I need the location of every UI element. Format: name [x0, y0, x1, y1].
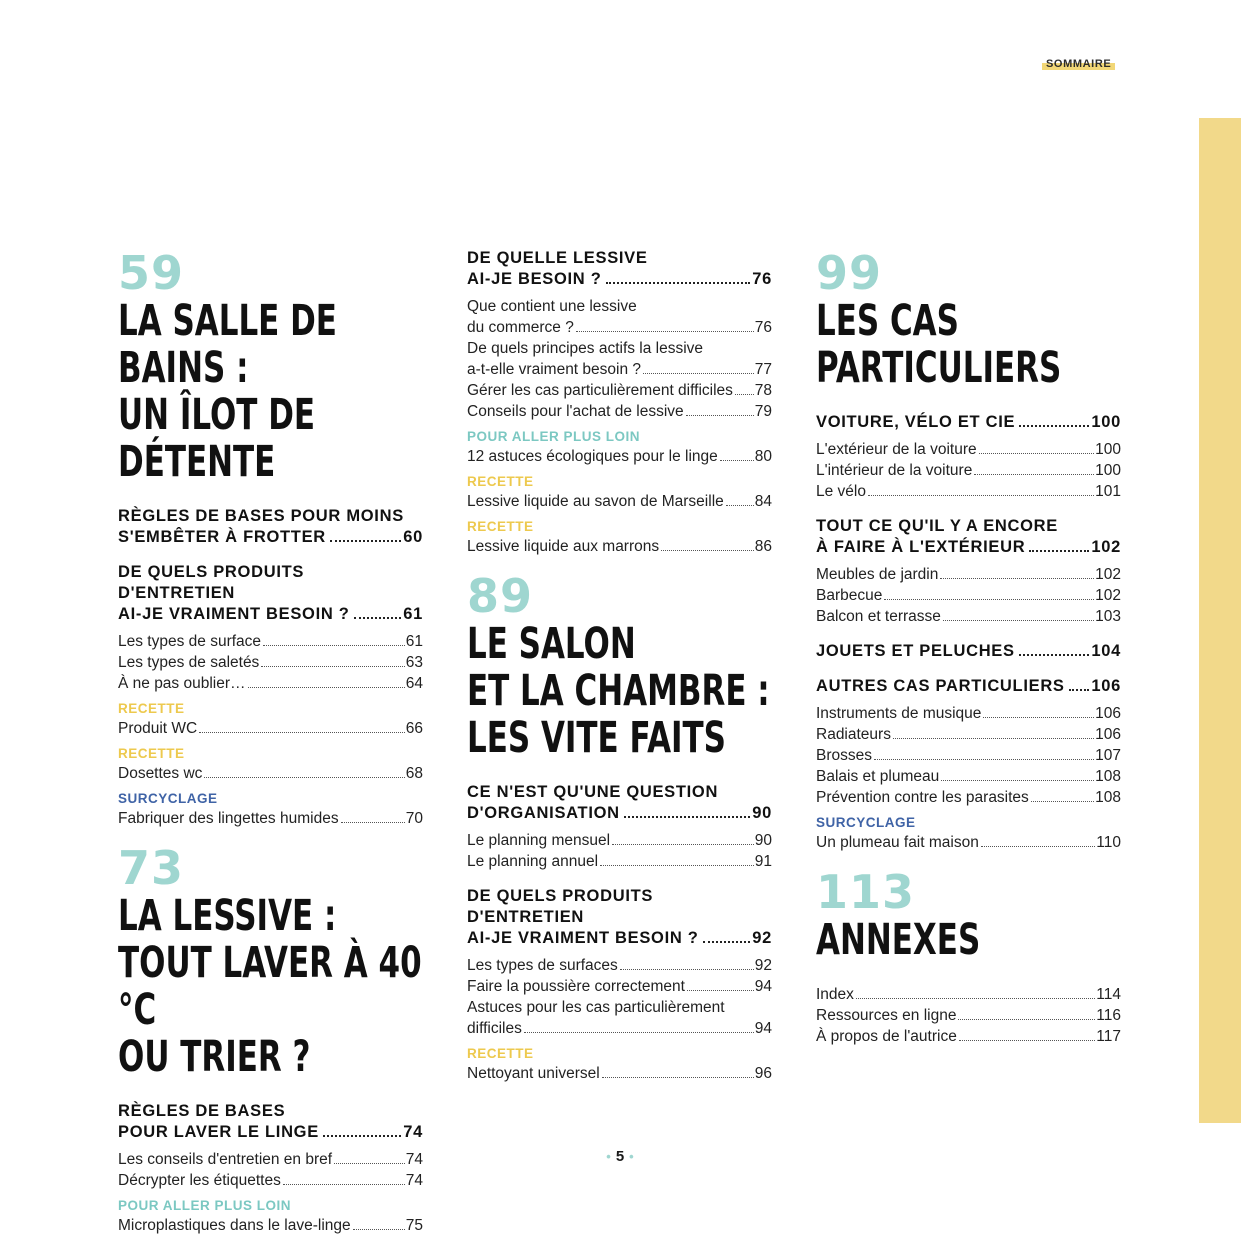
entry-label: Les types de saletés	[118, 654, 260, 671]
entry-label: Un plumeau fait maison	[816, 834, 979, 851]
toc-entry[interactable]	[467, 401, 772, 422]
toc-entry[interactable]	[467, 955, 772, 976]
entry-label: Lessive liquide au savon de Marseille	[467, 493, 724, 510]
entry-label: À propos de l'autrice	[816, 1028, 957, 1045]
section-title	[118, 506, 423, 548]
leader-dots	[941, 780, 1094, 781]
leader-dots	[884, 599, 1094, 600]
entry-label: Que contient une lessive	[467, 298, 637, 315]
entry-label: Astuces pour les cas particulièrement	[467, 999, 725, 1016]
recette-tag: RECETTE	[467, 519, 534, 534]
leader-dots	[643, 373, 754, 374]
surcyclage-tag: SURCYCLAGE	[118, 791, 218, 806]
toc-entry[interactable]	[118, 1170, 423, 1191]
toc-entry[interactable]	[118, 808, 423, 829]
surcyclage-tag: SURCYCLAGE	[816, 815, 916, 830]
entry-label: Instruments de musique	[816, 705, 982, 722]
toc-entry[interactable]	[816, 724, 1121, 745]
entry-label: Ressources en ligne	[816, 1007, 957, 1024]
chapter-title-line: LA SALLE DE BAINS :	[118, 296, 337, 393]
leader-dots	[661, 550, 754, 551]
page-number: 102	[1095, 566, 1121, 583]
section-title-line: À FAIRE À L'EXTÉRIEUR	[816, 538, 1026, 556]
leader-dots	[602, 1077, 754, 1078]
toc-entry[interactable]	[816, 766, 1121, 787]
toc-entry[interactable]	[816, 481, 1121, 502]
section-title-line: TOUT CE QU'IL Y A ENCORE	[816, 517, 1058, 535]
page-number: 94	[754, 978, 772, 995]
toc-entry[interactable]	[118, 673, 423, 694]
section-title-line: CE N'EST QU'UNE QUESTION	[467, 783, 719, 801]
section-title	[118, 562, 423, 625]
section-title-line: S'EMBÊTER À FROTTER	[118, 528, 326, 546]
toc-entry[interactable]	[467, 997, 772, 1039]
page-number: 75	[405, 1217, 423, 1234]
page-number: 114	[1096, 986, 1121, 1003]
leader-dots	[940, 578, 1094, 579]
section-title-line: AI-JE BESOIN ?	[467, 270, 602, 288]
leader-dots	[979, 453, 1094, 454]
plus-loin-tag: POUR ALLER PLUS LOIN	[467, 429, 641, 444]
chapter-73	[118, 843, 423, 1081]
leader-dots	[334, 1163, 405, 1164]
recette-tag: RECETTE	[118, 701, 185, 716]
section-produits-entretien-salon[interactable]	[467, 886, 772, 1084]
section-organisation[interactable]	[467, 782, 772, 872]
entry-label: Produit WC	[118, 720, 198, 737]
entry-label: De quels principes actifs la lessive	[467, 340, 704, 357]
section-exterieur[interactable]	[816, 516, 1121, 627]
chapter-number: 89	[467, 569, 534, 623]
page-number: 63	[405, 654, 423, 671]
entry-label: Gérer les cas particulièrement difficiles	[467, 382, 733, 399]
page-number: 108	[1095, 768, 1121, 785]
leader-dots	[204, 777, 404, 778]
chapter-99	[816, 248, 1121, 392]
page-number: 100	[1095, 462, 1121, 479]
entry-label: Nettoyant universel	[467, 1065, 600, 1082]
leader-dots	[353, 1229, 405, 1230]
toc-entry[interactable]	[816, 439, 1121, 460]
entry-label: Dosettes wc	[118, 765, 203, 782]
leader-dots	[1019, 425, 1089, 427]
page-number: 84	[754, 493, 772, 510]
toc-entry[interactable]	[816, 606, 1121, 627]
page-number: 79	[754, 403, 772, 420]
leader-dots	[261, 666, 404, 667]
toc-entry[interactable]	[467, 446, 772, 467]
leader-dots	[330, 540, 401, 542]
entry-label: Conseils pour l'achat de lessive	[467, 403, 684, 420]
toc-entry[interactable]	[467, 830, 772, 851]
section-jouets[interactable]	[816, 641, 1121, 662]
section-autres-cas[interactable]	[816, 676, 1121, 853]
page-number: 106	[1095, 726, 1121, 743]
leader-dots	[868, 495, 1094, 496]
toc-entry[interactable]	[816, 832, 1121, 853]
page-number: 106	[1091, 677, 1121, 695]
toc-column-3	[816, 248, 1121, 1061]
page-number: 102	[1095, 587, 1121, 604]
leader-dots	[341, 822, 405, 823]
chapter-89	[467, 571, 772, 762]
recette-tag: RECETTE	[467, 474, 534, 489]
section-title-line: DE QUELS PRODUITS D'ENTRETIEN	[467, 887, 654, 926]
toc-entry[interactable]	[118, 1215, 423, 1236]
page-number: 96	[754, 1065, 772, 1082]
section-title	[467, 248, 772, 290]
decorative-side-bar	[1199, 118, 1241, 1123]
section-title	[467, 886, 772, 949]
page-number: 70	[405, 810, 423, 827]
entry-label: Meubles de jardin	[816, 566, 939, 583]
leader-dots	[612, 844, 754, 845]
leader-dots	[958, 1019, 1095, 1020]
entry-label: Prévention contre les parasites	[816, 789, 1029, 806]
page-number: 78	[754, 382, 772, 399]
toc-entry[interactable]	[816, 564, 1121, 585]
toc-entry[interactable]	[816, 460, 1121, 481]
chapter-title-line: UN ÎLOT DE DÉTENTE	[118, 390, 316, 487]
page-number: 64	[405, 675, 423, 692]
leader-dots	[981, 846, 1095, 847]
entry-label: 12 astuces écologiques pour le linge	[467, 448, 718, 465]
chapter-113	[816, 867, 1121, 964]
page-number: 100	[1091, 413, 1121, 431]
section-title-line: RÈGLES DE BASES	[118, 1102, 286, 1120]
leader-dots	[703, 941, 751, 943]
toc-entry[interactable]	[816, 703, 1121, 724]
entry-label: difficiles	[467, 1020, 522, 1037]
section-title-line: VOITURE, VÉLO ET CIE	[816, 413, 1016, 431]
leader-dots	[283, 1184, 405, 1185]
page-footer	[590, 1148, 650, 1165]
page-number: 60	[403, 528, 423, 546]
entry-label: du commerce ?	[467, 319, 574, 336]
section-regles-bases-frotter[interactable]	[118, 506, 423, 548]
chapter-number: 113	[816, 865, 916, 919]
entry-label: Fabriquer des lingettes humides	[118, 810, 339, 827]
entry-label: Radiateurs	[816, 726, 891, 743]
toc-entry[interactable]	[816, 984, 1121, 1005]
section-title-line: AUTRES CAS PARTICULIERS	[816, 677, 1065, 695]
section-produits-entretien[interactable]	[118, 562, 423, 829]
leader-dots	[263, 645, 405, 646]
entry-label: Barbecue	[816, 587, 883, 604]
chapter-59	[118, 248, 423, 486]
chapter-title	[816, 917, 1126, 964]
leader-dots	[600, 865, 754, 866]
section-title	[816, 676, 1121, 697]
entry-label: Balcon et terrasse	[816, 608, 941, 625]
chapter-title	[118, 893, 428, 1081]
leader-dots	[893, 738, 1094, 739]
entry-label: Balais et plumeau	[816, 768, 940, 785]
chapter-title-line: LES VITE FAITS	[467, 713, 726, 763]
section-quelle-lessive[interactable]	[467, 248, 772, 557]
toc-entry[interactable]	[816, 1005, 1121, 1026]
toc-entry[interactable]	[118, 718, 423, 739]
page-number: 74	[405, 1172, 423, 1189]
section-title-line: D'ORGANISATION	[467, 804, 620, 822]
leader-dots	[726, 505, 754, 506]
leader-dots	[620, 969, 754, 970]
leader-dots	[874, 759, 1094, 760]
page-number: 76	[752, 270, 772, 288]
toc-entry[interactable]	[118, 652, 423, 673]
chapter-title	[118, 298, 428, 486]
entry-label: Le vélo	[816, 483, 866, 500]
entry-label: Faire la poussière correctement	[467, 978, 685, 995]
section-laver-le-linge[interactable]	[118, 1101, 423, 1236]
chapter-title-line: TOUT LAVER À 40 °C	[118, 938, 422, 1035]
toc-column-1	[118, 248, 423, 1250]
leader-dots	[248, 687, 405, 688]
entry-label: Le planning mensuel	[467, 832, 611, 849]
toc-entry[interactable]	[816, 585, 1121, 606]
entry-label: Les types de surfaces	[467, 957, 618, 974]
page-number: 94	[754, 1020, 772, 1037]
entry-label: L'intérieur de la voiture	[816, 462, 973, 479]
page-number: 61	[403, 605, 423, 623]
page-number: 92	[752, 929, 772, 947]
page-number: 106	[1095, 705, 1121, 722]
section-title	[816, 516, 1121, 558]
leader-dots	[1069, 689, 1090, 691]
section-title-line: POUR LAVER LE LINGE	[118, 1123, 319, 1141]
page-number: 80	[754, 448, 772, 465]
leader-dots	[687, 990, 754, 991]
section-title-line: JOUETS ET PELUCHES	[816, 642, 1015, 660]
page-number: 74	[405, 1151, 423, 1168]
entry-label: a-t-elle vraiment besoin ?	[467, 361, 642, 378]
page-number: 76	[754, 319, 772, 336]
section-voiture-velo[interactable]	[816, 412, 1121, 502]
leader-dots	[323, 1135, 401, 1137]
entry-label: Les conseils d'entretien en bref	[118, 1151, 333, 1168]
toc-entry[interactable]	[467, 491, 772, 512]
section-title-line: AI-JE VRAIMENT BESOIN ?	[467, 929, 699, 947]
leader-dots	[983, 717, 1094, 718]
chapter-title-line: LA LESSIVE :	[118, 891, 337, 941]
leader-dots	[735, 394, 754, 395]
toc-entry[interactable]	[816, 787, 1121, 808]
section-title	[118, 1101, 423, 1143]
chapter-title-line: LE SALON	[467, 619, 636, 669]
toc-entry[interactable]	[467, 296, 772, 338]
leader-dots	[354, 617, 402, 619]
leader-dots	[606, 282, 751, 284]
section-header-label: SOMMAIRE	[1042, 56, 1115, 70]
toc-entry[interactable]	[467, 1063, 772, 1084]
toc-entry[interactable]	[467, 851, 772, 872]
section-title	[816, 412, 1121, 433]
leader-dots	[686, 415, 754, 416]
page-number: 108	[1095, 789, 1121, 806]
toc-entry[interactable]	[467, 976, 772, 997]
entry-label: Brosses	[816, 747, 872, 764]
leader-dots	[720, 460, 754, 461]
recette-tag: RECETTE	[118, 746, 185, 761]
page-number: 91	[754, 853, 772, 870]
chapter-title-line: PARTICULIERS	[816, 343, 1062, 393]
entry-label: À ne pas oublier…	[118, 675, 246, 692]
page-number: 116	[1096, 1007, 1121, 1024]
page-number: 74	[403, 1123, 423, 1141]
leader-dots	[943, 620, 1094, 621]
toc-entry[interactable]	[467, 338, 772, 380]
toc-entry[interactable]	[467, 536, 772, 557]
toc-entry[interactable]	[816, 1026, 1121, 1047]
entry-label: Les types de surface	[118, 633, 262, 650]
section-annexes[interactable]	[816, 984, 1121, 1047]
section-title	[816, 641, 1121, 662]
chapter-number: 59	[118, 246, 185, 300]
toc-entry[interactable]	[467, 380, 772, 401]
section-title-line: DE QUELS PRODUITS D'ENTRETIEN	[118, 563, 305, 602]
leader-dots	[576, 331, 754, 332]
page-number: 68	[405, 765, 423, 782]
entry-label: Le planning annuel	[467, 853, 599, 870]
plus-loin-tag: POUR ALLER PLUS LOIN	[118, 1198, 292, 1213]
entry-label: L'extérieur de la voiture	[816, 441, 977, 458]
leader-dots	[1019, 654, 1090, 656]
chapter-title-line: ET LA CHAMBRE :	[467, 666, 770, 716]
toc-entry[interactable]	[816, 745, 1121, 766]
page-number: 86	[754, 538, 772, 555]
chapter-number: 99	[816, 246, 883, 300]
page-number: 102	[1091, 538, 1121, 556]
page-number: 61	[405, 633, 423, 650]
page-number: 77	[754, 361, 772, 378]
entry-label: Lessive liquide aux marrons	[467, 538, 660, 555]
leader-dots	[524, 1032, 754, 1033]
entry-label: Microplastiques dans le lave-linge	[118, 1217, 351, 1234]
recette-tag: RECETTE	[467, 1046, 534, 1061]
page-number-footer: 5	[615, 1148, 625, 1165]
toc-entry[interactable]	[118, 1149, 423, 1170]
toc-entry[interactable]	[118, 763, 423, 784]
chapter-title	[816, 298, 1126, 392]
leader-dots	[1029, 550, 1089, 552]
page-number: 104	[1091, 642, 1121, 660]
page-number: 101	[1095, 483, 1121, 500]
chapter-title-line: ANNEXES	[816, 915, 981, 965]
section-title-line: DE QUELLE LESSIVE	[467, 249, 648, 267]
section-title	[467, 782, 772, 824]
page-number: 117	[1096, 1028, 1121, 1045]
page-number: 107	[1095, 747, 1121, 764]
leader-dots	[1031, 801, 1094, 802]
footer-dot-right: •	[629, 1149, 634, 1164]
page-number: 66	[405, 720, 423, 737]
section-title-line: RÈGLES DE BASES POUR MOINS	[118, 507, 404, 525]
leader-dots	[856, 998, 1095, 999]
leader-dots	[974, 474, 1094, 475]
leader-dots	[199, 732, 405, 733]
page-number: 90	[752, 804, 772, 822]
page-number: 103	[1095, 608, 1121, 625]
section-title-line: AI-JE VRAIMENT BESOIN ?	[118, 605, 350, 623]
entry-label: Décrypter les étiquettes	[118, 1172, 281, 1189]
entry-label: Index	[816, 986, 854, 1003]
page-number: 100	[1095, 441, 1121, 458]
chapter-title	[467, 621, 777, 762]
toc-column-2	[467, 248, 772, 1098]
page-number: 92	[754, 957, 772, 974]
chapter-number: 73	[118, 841, 185, 895]
leader-dots	[624, 816, 750, 818]
footer-dot-left: •	[606, 1149, 611, 1164]
chapter-title-line: LES CAS	[816, 296, 959, 346]
page-number: 110	[1096, 834, 1121, 851]
leader-dots	[959, 1040, 1095, 1041]
page-number: 90	[754, 832, 772, 849]
chapter-title-line: OU TRIER ?	[118, 1032, 311, 1082]
toc-entry[interactable]	[118, 631, 423, 652]
